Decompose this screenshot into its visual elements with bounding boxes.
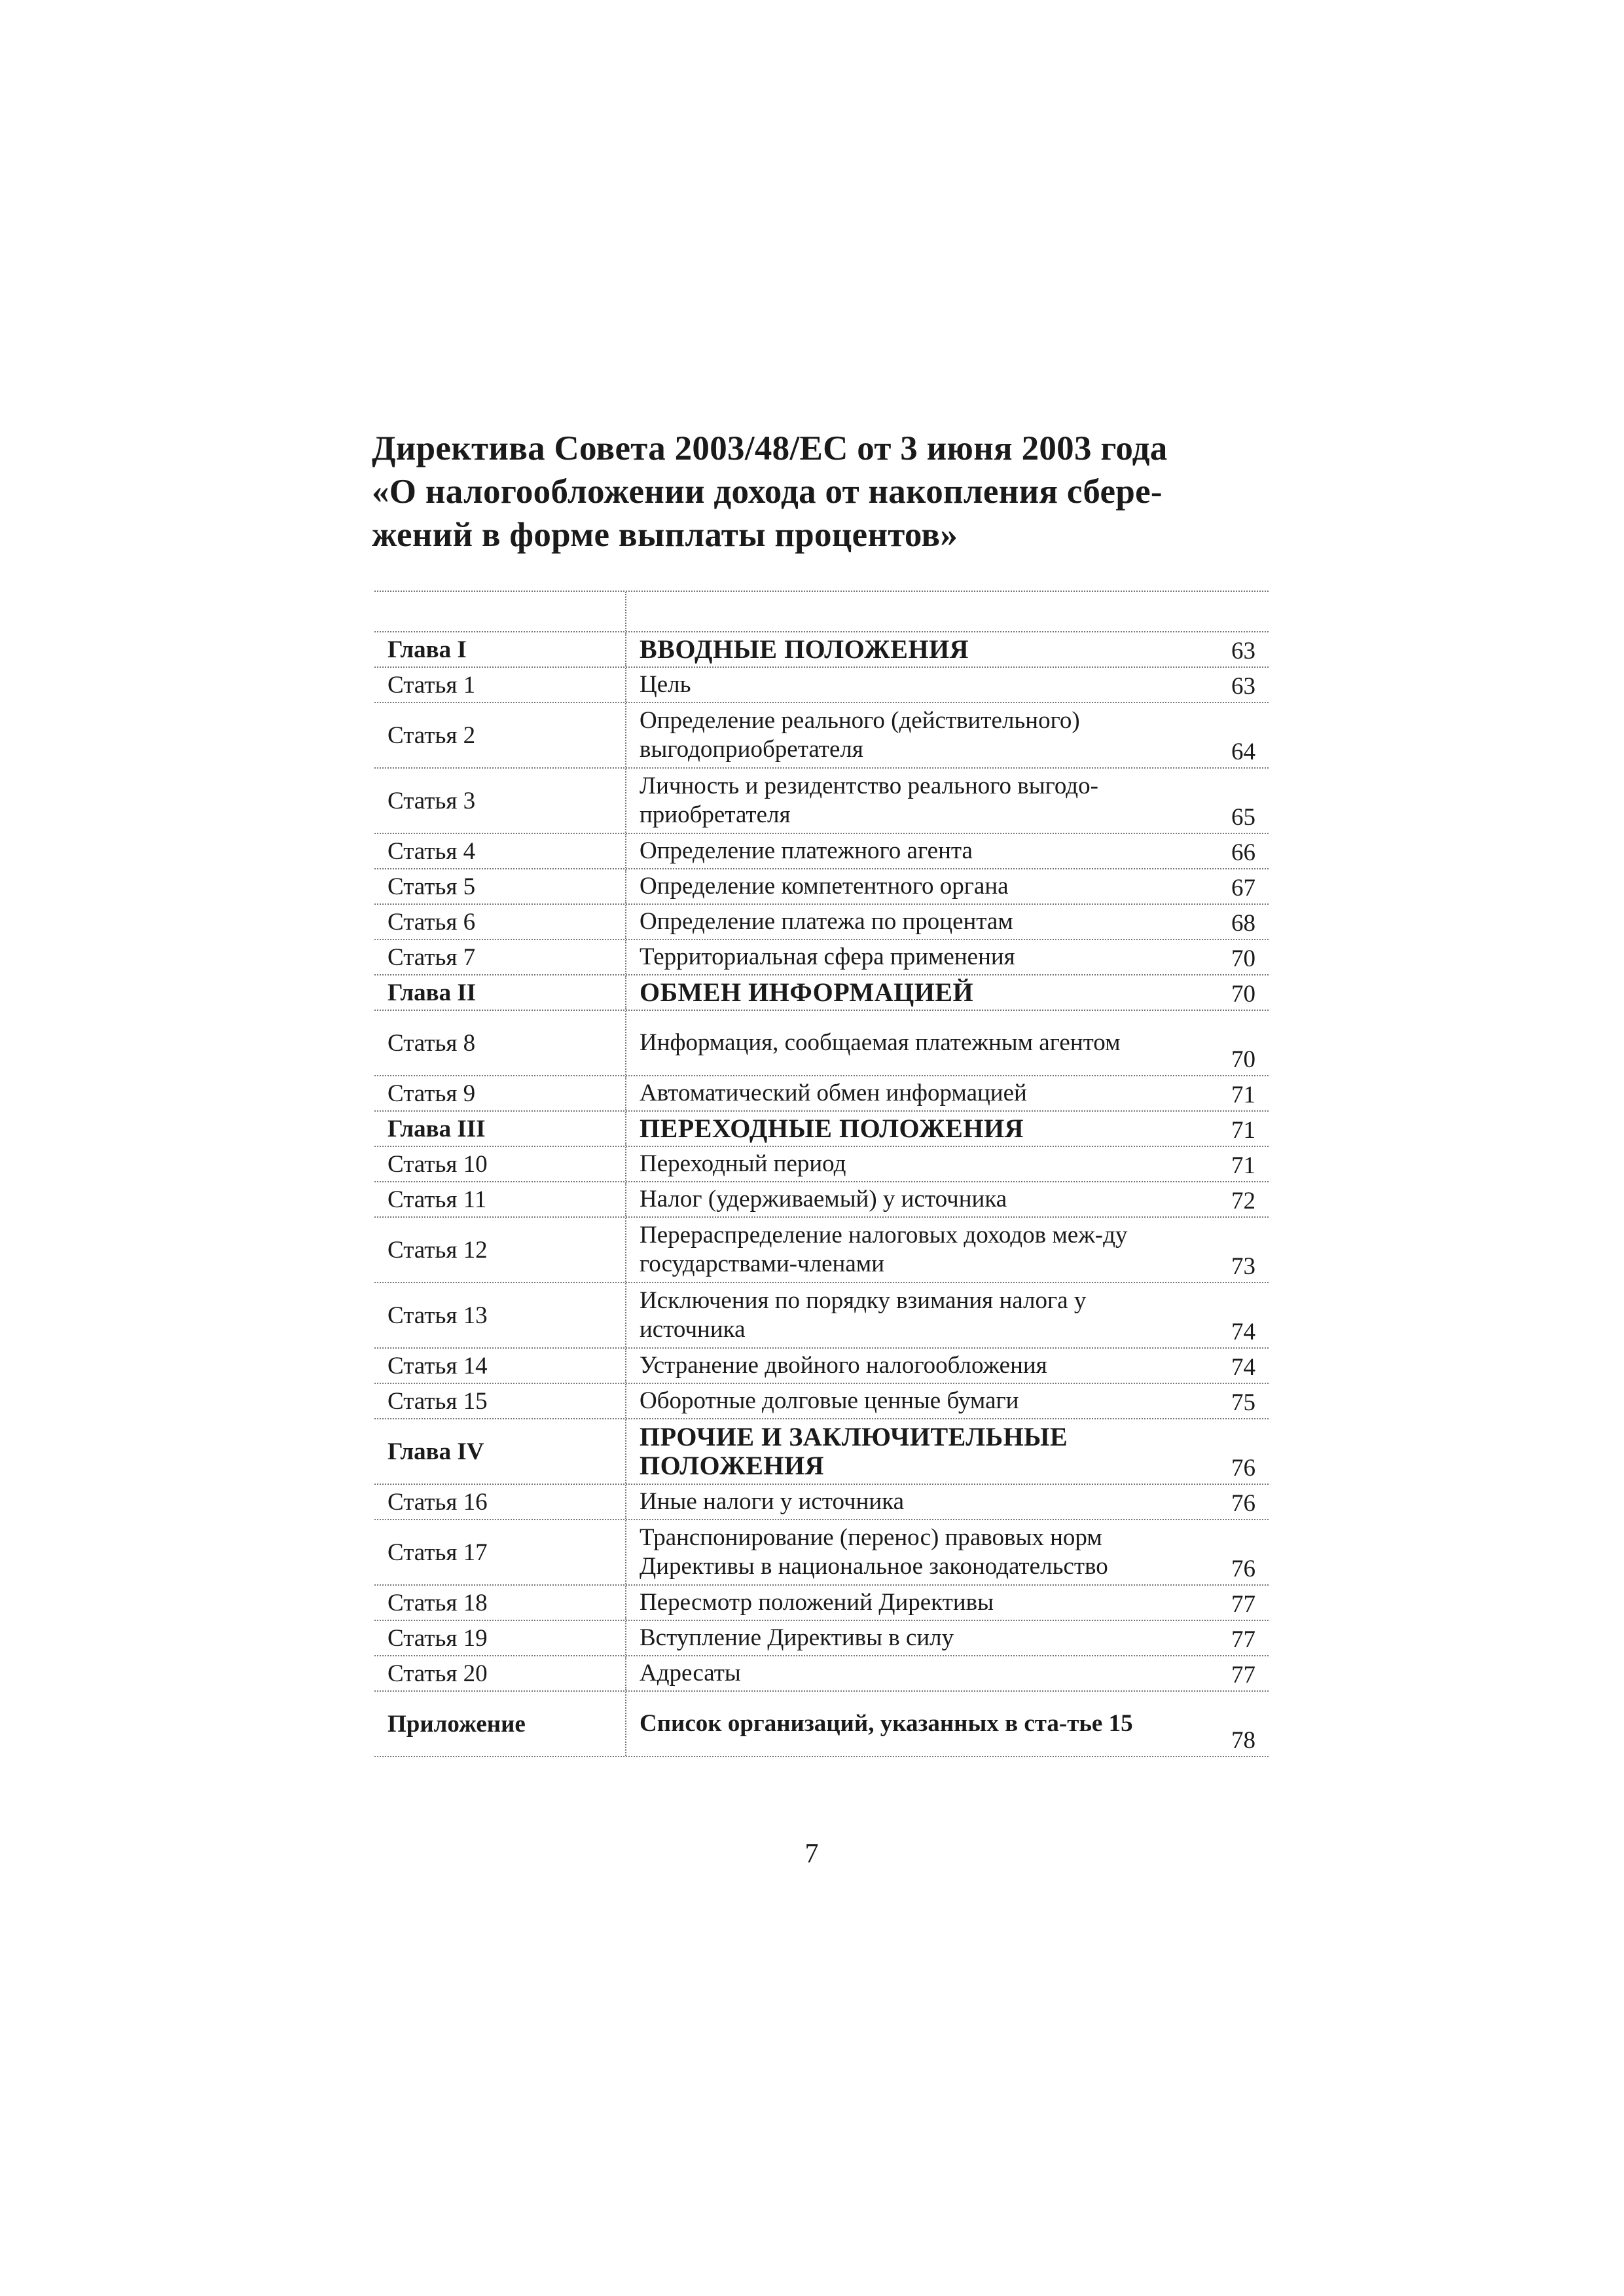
toc-label: Статья 10: [374, 1147, 626, 1181]
document-title: [372, 427, 1301, 556]
toc-page-number: 73: [1231, 1253, 1255, 1280]
toc-article-row: [374, 703, 1269, 769]
toc-article-row: [374, 1656, 1269, 1692]
toc-entry-title: Исключения по порядку взимания налога у источника: [640, 1287, 1087, 1343]
toc-entry-title: Определение компетентного органа: [640, 873, 1009, 900]
toc-page-number: 63: [1231, 638, 1255, 665]
toc-article-row: [374, 1011, 1269, 1076]
toc-article-row: [374, 1218, 1269, 1283]
toc-label: Глава III: [374, 1112, 626, 1146]
toc-label: Статья 11: [374, 1182, 626, 1216]
toc-chapter-row: [374, 1112, 1269, 1147]
toc-entry-title: Перераспределение налоговых доходов меж-ду государствами-членами: [640, 1222, 1128, 1277]
toc-label: Приложение: [374, 1692, 626, 1756]
toc-entry-title: Определение реального (действительного) выгодоприобретателя: [640, 707, 1080, 763]
toc-article-row: [374, 1147, 1269, 1182]
toc-label: Статья 7: [374, 940, 626, 974]
toc-page-number: 70: [1231, 981, 1255, 1008]
toc-page-number: 77: [1231, 1626, 1255, 1653]
toc-entry-title: ПЕРЕХОДНЫЕ ПОЛОЖЕНИЯ: [640, 1114, 1024, 1143]
toc-entry-title: Личность и резидентство реального выгодо-приобретателя: [640, 773, 1098, 828]
toc-entry-title: Пересмотр положений Директивы: [640, 1589, 994, 1616]
toc-article-row: [374, 1586, 1269, 1621]
title-line-2: «О налогообложении дохода от накопления сбере-: [372, 473, 1163, 511]
toc-page-number: 74: [1231, 1319, 1255, 1345]
toc-entry-title: Вступление Директивы в силу: [640, 1624, 954, 1651]
toc-label: Статья 8: [374, 1011, 626, 1075]
toc-article-row: [374, 1384, 1269, 1419]
toc-entry-title: Адресаты: [640, 1660, 741, 1686]
toc-chapter-row: [374, 1419, 1269, 1485]
toc-entry-title: Устранение двойного налогообложения: [640, 1352, 1047, 1379]
toc-page-number: 71: [1231, 1082, 1255, 1108]
toc-entry-title: Список организаций, указанных в ста-тье 15: [640, 1710, 1133, 1737]
toc-page-number: 70: [1231, 1046, 1255, 1073]
title-line-3: жений в форме выплаты процентов»: [372, 516, 958, 554]
toc-page-number: 66: [1231, 839, 1255, 866]
toc-label: Статья 9: [374, 1076, 626, 1110]
toc-label: Статья 14: [374, 1349, 626, 1383]
toc-page-number: 75: [1231, 1389, 1255, 1416]
toc-article-row: [374, 940, 1269, 975]
toc-label: Статья 2: [374, 703, 626, 767]
toc-page-number: 77: [1231, 1591, 1255, 1618]
toc-rows: [374, 631, 1269, 1757]
toc-entry-title: ВВОДНЫЕ ПОЛОЖЕНИЯ: [640, 634, 969, 664]
toc-page-number: 71: [1231, 1117, 1255, 1144]
toc-header-spacer: [374, 591, 1269, 631]
toc-label: Статья 6: [374, 905, 626, 939]
toc-article-row: [374, 1182, 1269, 1218]
toc-label: Глава IV: [374, 1419, 626, 1484]
toc-entry-title: Информация, сообщаемая платежным агентом: [640, 1029, 1121, 1056]
toc-entry-title: Определение платежного агента: [640, 837, 973, 864]
toc-page-number: 65: [1231, 804, 1255, 831]
toc-label: Статья 19: [374, 1621, 626, 1655]
toc-chapter-row: [374, 631, 1269, 668]
toc-page-number: 74: [1231, 1354, 1255, 1381]
toc-entry-title: ПРОЧИЕ И ЗАКЛЮЧИТЕЛЬНЫЕ ПОЛОЖЕНИЯ: [640, 1422, 1068, 1480]
toc-page-number: 77: [1231, 1662, 1255, 1688]
toc-entry-title: ОБМЕН ИНФОРМАЦИЕЙ: [640, 977, 974, 1007]
toc-label: Статья 4: [374, 834, 626, 868]
toc-label: Глава I: [374, 632, 626, 666]
table-of-contents: [374, 591, 1269, 1757]
toc-entry-title: Территориальная сфера применения: [640, 943, 1015, 970]
toc-entry-title: Транспонирование (перенос) правовых норм Директивы в национальное законодательство: [640, 1524, 1108, 1580]
toc-entry-title: Определение платежа по процентам: [640, 908, 1013, 935]
toc-chapter-row: [374, 975, 1269, 1011]
toc-appendix-row: [374, 1692, 1269, 1757]
toc-page-number: 72: [1231, 1188, 1255, 1214]
toc-page-number: 76: [1231, 1455, 1255, 1482]
toc-article-row: [374, 1621, 1269, 1656]
toc-entry-title: Иные налоги у источника: [640, 1488, 905, 1515]
page-number: 7: [804, 1839, 819, 1869]
toc-page-number: 68: [1231, 910, 1255, 937]
toc-article-row: [374, 668, 1269, 703]
toc-label: Статья 5: [374, 869, 626, 903]
toc-article-row: [374, 1349, 1269, 1384]
toc-page-number: 64: [1231, 738, 1255, 765]
toc-label: Статья 12: [374, 1218, 626, 1282]
toc-page-number: 67: [1231, 875, 1255, 902]
toc-article-row: [374, 1283, 1269, 1349]
toc-article-row: [374, 869, 1269, 905]
toc-page-number: 63: [1231, 673, 1255, 700]
toc-entry-title: Цель: [640, 671, 691, 698]
toc-label: Статья 16: [374, 1485, 626, 1519]
toc-label: Статья 17: [374, 1520, 626, 1584]
toc-article-row: [374, 905, 1269, 940]
toc-article-row: [374, 1076, 1269, 1112]
toc-article-row: [374, 1520, 1269, 1586]
toc-article-row: [374, 1485, 1269, 1520]
toc-entry-title: Автоматический обмен информацией: [640, 1080, 1027, 1106]
toc-page-number: 76: [1231, 1490, 1255, 1517]
toc-label: Глава II: [374, 975, 626, 1010]
toc-label: Статья 13: [374, 1283, 626, 1347]
toc-label: Статья 3: [374, 769, 626, 833]
toc-label: Статья 1: [374, 668, 626, 702]
toc-label: Статья 15: [374, 1384, 626, 1418]
title-line-1: Директива Совета 2003/48/ЕС от 3 июня 2003 года: [372, 429, 1168, 467]
toc-entry-title: Налог (удерживаемый) у источника: [640, 1186, 1007, 1212]
toc-page-number: 70: [1231, 945, 1255, 972]
toc-entry-title: Переходный период: [640, 1150, 846, 1177]
toc-page-number: 71: [1231, 1152, 1255, 1179]
toc-label: Статья 20: [374, 1656, 626, 1690]
toc-label: Статья 18: [374, 1586, 626, 1620]
toc-article-row: [374, 834, 1269, 869]
toc-entry-title: Оборотные долговые ценные бумаги: [640, 1387, 1019, 1414]
toc-article-row: [374, 769, 1269, 834]
toc-page-number: 76: [1231, 1556, 1255, 1582]
toc-page-number: 78: [1231, 1727, 1255, 1754]
